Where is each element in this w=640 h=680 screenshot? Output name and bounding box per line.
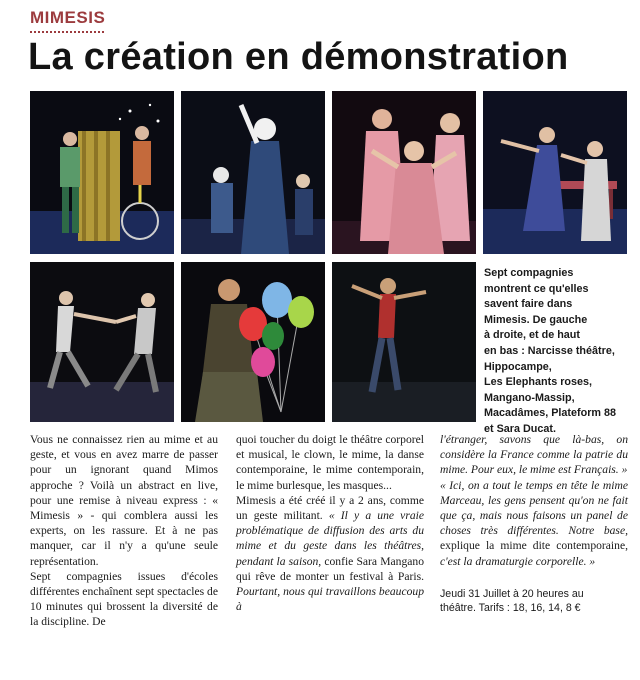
caption-line: et Sara Ducat.	[484, 422, 557, 435]
caption-line: Macadâmes, Plateform 88	[484, 407, 617, 420]
body-column-1	[30, 432, 218, 630]
caption-line: Sept compagnies	[484, 267, 574, 279]
event-date: Jeudi 31 Juillet à 20 heures au	[440, 587, 584, 600]
photo-plateform-88	[181, 262, 325, 422]
photo-hippocampe	[181, 91, 325, 254]
quote-text: « Il y a une vraie problématique de diffusion des arts du mime et du geste dans les théâtres, pendant la saison,	[236, 509, 424, 568]
quote-paragraph: l'étranger, savons que là-bas, on considère la France comme la patrie du mime. Pour eux, le mime est Français. »	[440, 433, 628, 477]
quote-text: « Ici, on a tout le temps en tête le mime Marceau, les gens pensent qu'on ne fait que ça, mais nous faisons un panel de choses très différentes. Notre base,	[440, 478, 628, 538]
caption-line: Mangano-Massip,	[484, 391, 575, 404]
caption-line: en bas : Narcisse théâtre,	[484, 344, 615, 357]
headline: La création en démonstration	[28, 36, 569, 78]
photo-caption	[484, 266, 634, 438]
caption-line: savent faire dans	[484, 298, 573, 311]
photo-macadames	[30, 262, 174, 422]
body-paragraph: Vous ne connaissez rien au mime et au geste, et vous en avez marre de passer pour un ignorant quand Mimos approche ? Voilà un abstract en live, pour une remise à niveau express : « Mimesis » - qui comblera aussi les experts, on les rassure. Et à ne pas manquer, car il n'y a qu'une seule représentation.	[30, 433, 218, 568]
caption-line: Mimesis. De gauche	[484, 313, 588, 326]
caption-line: Les Elephants roses,	[484, 376, 593, 389]
body-text: Mimesis a été créé il y a 2 ans, comme un geste militant.	[236, 493, 424, 523]
body-paragraph	[236, 493, 424, 615]
body-text: confie Sara Mangano qui rêve de monter un festival à Paris.	[236, 554, 424, 583]
body-paragraph: quoi toucher du doigt le théâtre corporel et musical, le clown, le mime, la danse contemporaine, le mime contemporain, le mime burlesque, les masques...	[236, 433, 424, 492]
section-kicker: MIMESIS	[30, 8, 106, 27]
body-column-2	[236, 432, 424, 614]
caption-line: à droite, et de haut	[484, 329, 580, 342]
quote-text: Pourtant, nous qui travaillons beaucoup à	[236, 585, 424, 614]
photo-les-elephants-roses	[332, 91, 476, 254]
quote-text: c'est la dramaturgie corporelle. »	[440, 554, 596, 568]
body-paragraph: Sept compagnies issues d'écoles différentes enchaînent sept spectacles de 10 minutes qui brossent la diversité de la discipline. De	[30, 569, 218, 629]
body-paragraph	[440, 478, 628, 569]
body-column-3	[440, 432, 628, 615]
photo-sara-ducat	[332, 262, 476, 422]
caption-line: montrent ce qu'elles	[484, 282, 589, 295]
caption-line: Hippocampe,	[484, 360, 552, 373]
photo-narcisse-theatre	[30, 91, 174, 254]
event-info	[440, 587, 628, 615]
kicker-dotted-rule	[30, 31, 104, 33]
event-prices: théâtre. Tarifs : 18, 16, 14, 8 €	[440, 601, 581, 614]
photo-mangano-massip	[483, 91, 627, 254]
body-text: explique la mime dite contemporaine,	[440, 539, 628, 553]
